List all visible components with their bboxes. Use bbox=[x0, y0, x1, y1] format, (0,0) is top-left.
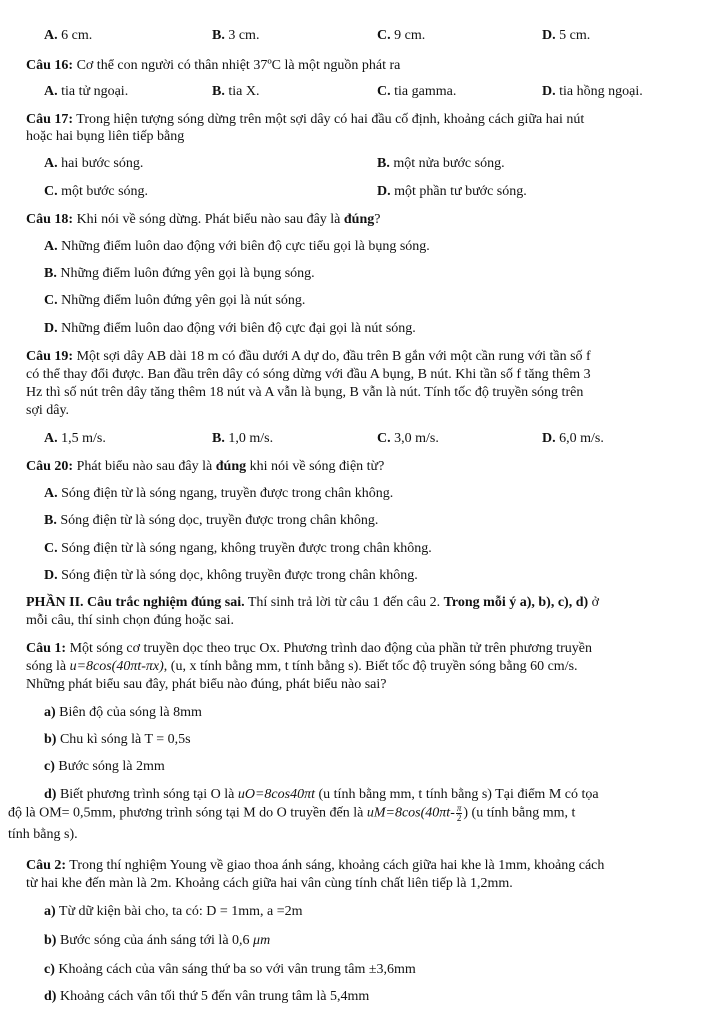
part-2-question-1-item-d-cont: độ là OM= 0,5mm, phương trình sóng tại M do O truyền đến là uM=8cos(40πt- $\frac{\pi}{2}$ ) (u tính bằng mm, t bbox=[8, 803, 576, 823]
question-18-option-b: B. Những điểm luôn đứng yên gọi là bụng sóng. bbox=[44, 266, 315, 281]
option-a: A. 1,5 m/s. bbox=[44, 431, 106, 446]
part-2-question-2-item-d: d) Khoảng cách vân tối thứ 5 đến vân trung tâm là 5,4mm bbox=[44, 989, 370, 1004]
question-17-stem: Câu 17: Trong hiện tượng sóng dừng trên một sợi dây có hai đầu cố định, khoảng cách giữa hai nút bbox=[26, 112, 585, 127]
option-c: C. 9 cm. bbox=[377, 28, 426, 43]
question-16-options bbox=[0, 83, 717, 101]
part-2-question-2-item-b: b) Bước sóng của ánh sáng tới là 0,6 μm bbox=[44, 933, 271, 948]
wave-equation: u=8cos(40πt-πx) bbox=[69, 659, 164, 674]
option-b: B. 1,0 m/s. bbox=[212, 431, 274, 446]
question-20-option-c: C. Sóng điện từ là sóng ngang, không truyền được trong chân không. bbox=[44, 541, 432, 556]
question-19-stem-cont-1: có thể thay đổi được. Ban đầu trên dây có sóng dừng với đầu A bụng, B nút. Khi tần số f tăng thêm 3 bbox=[26, 367, 591, 382]
question-15-options bbox=[0, 27, 717, 45]
question-18-stem: Câu 18: Khi nói về sóng dừng. Phát biểu nào sau đây là đúng? bbox=[26, 212, 381, 227]
part-2-question-1-item-c: c) Bước sóng là 2mm bbox=[44, 759, 165, 774]
micrometer-unit: μm bbox=[253, 933, 271, 948]
question-20-option-b: B. Sóng điện từ là sóng dọc, truyền được trong chân không. bbox=[44, 513, 379, 528]
option-d: D. 6,0 m/s. bbox=[542, 431, 604, 446]
part-2-heading: PHẦN II. Câu trắc nghiệm đúng sai. Thí sinh trả lời từ câu 1 đến câu 2. Trong mỗi ý a), b), c), d) ở bbox=[26, 595, 600, 610]
question-20-stem: Câu 20: Phát biểu nào sau đây là đúng khi nói về sóng điện từ? bbox=[26, 459, 385, 474]
part-2-question-1-item-b: b) Chu kì sóng là T = 0,5s bbox=[44, 732, 191, 747]
option-d: D. tia hồng ngoại. bbox=[542, 84, 643, 99]
option-a: A. tia tử ngoại. bbox=[44, 84, 129, 99]
question-18-option-c: C. Những điểm luôn đứng yên gọi là nút sóng. bbox=[44, 293, 306, 308]
question-18-option-d: D. Những điểm luôn dao động với biên độ cực đại gọi là nút sóng. bbox=[44, 321, 416, 336]
option-d: D. 5 cm. bbox=[542, 28, 591, 43]
part-2-question-1-stem-cont-2: Những phát biểu sau đây, phát biểu nào đúng, phát biểu nào sai? bbox=[26, 677, 387, 692]
part-2-question-2-item-a: a) Từ dữ kiện bài cho, ta có: D = 1mm, a =2m bbox=[44, 904, 303, 919]
question-20-option-a: A. Sóng điện từ là sóng ngang, truyền được trong chân không. bbox=[44, 486, 394, 501]
question-20-option-d: D. Sóng điện từ là sóng dọc, không truyền được trong chân không. bbox=[44, 568, 418, 583]
option-b: B. tia X. bbox=[212, 84, 260, 99]
option-c: C. một bước sóng. bbox=[44, 184, 149, 199]
part-2-question-2-item-c: c) Khoảng cách của vân sáng thứ ba so với vân trung tâm ±3,6mm bbox=[44, 962, 416, 977]
point-m-equation: uM=8cos(40πt- bbox=[366, 805, 455, 821]
question-19-stem: Câu 19: Một sợi dây AB dài 18 m có đầu dưới A dự do, đầu trên B gắn với một cần rung với tần số f bbox=[26, 349, 591, 364]
option-d: D. một phần tư bước sóng. bbox=[377, 184, 527, 199]
option-b: B. 3 cm. bbox=[212, 28, 260, 43]
question-16-stem: Câu 16: Cơ thể con người có thân nhiệt 37ºC là một nguồn phát ra bbox=[26, 58, 401, 73]
part-2-question-2-stem: Câu 2: Trong thí nghiệm Young về giao thoa ánh sáng, khoảng cách giữa hai khe là 1mm, khoảng cách bbox=[26, 858, 605, 873]
question-19-stem-cont-3: sợi dây. bbox=[26, 403, 70, 418]
part-2-question-2-stem-cont: từ hai khe đến màn là 2m. Khoảng cách giữa hai vân cùng tính chất liên tiếp là 1,2mm. bbox=[26, 876, 513, 891]
option-a: A. 6 cm. bbox=[44, 28, 93, 43]
question-17-options-row2 bbox=[0, 183, 717, 201]
option-a: A. hai bước sóng. bbox=[44, 156, 144, 171]
part-2-question-1-item-d-cont-2: tính bằng s). bbox=[8, 827, 78, 842]
part-2-question-1-stem: Câu 1: Một sóng cơ truyền dọc theo trục Ox. Phương trình dao động của phần tử trên phương truyền bbox=[26, 641, 592, 656]
option-b: B. một nửa bước sóng. bbox=[377, 156, 505, 171]
option-c: C. tia gamma. bbox=[377, 84, 457, 99]
question-19-stem-cont-2: Hz thì số nút trên dây tăng thêm 18 nút và A vẫn là bụng, B vẫn là nút. Tính tốc độ truyền sóng trên bbox=[26, 385, 584, 400]
question-17-stem-cont: hoặc hai bụng liên tiếp bằng bbox=[26, 129, 185, 144]
part-2-intro: mỗi câu, thí sinh chọn đúng hoặc sai. bbox=[26, 613, 235, 628]
part-2-question-1-stem-cont-1: sóng là u=8cos(40πt-πx), (u, x tính bằng mm, t tính bằng s). Biết tốc độ truyền sóng bằng 60 cm/s. bbox=[26, 659, 578, 674]
part-2-question-1-item-d: d) Biết phương trình sóng tại O là uO=8cos40πt (u tính bằng mm, t tính bằng s) Tại điểm M có tọa bbox=[44, 787, 599, 802]
part-2-question-1-item-a: a) Biên độ của sóng là 8mm bbox=[44, 705, 202, 720]
question-17-options-row1 bbox=[0, 155, 717, 173]
option-c: C. 3,0 m/s. bbox=[377, 431, 439, 446]
pi-over-2-fraction: $\frac{\pi}{2}$ bbox=[456, 803, 462, 823]
question-19-options bbox=[0, 430, 717, 448]
question-18-option-a: A. Những điểm luôn dao động với biên độ cực tiểu gọi là bụng sóng. bbox=[44, 239, 430, 254]
source-equation: uO=8cos40πt bbox=[237, 787, 315, 802]
